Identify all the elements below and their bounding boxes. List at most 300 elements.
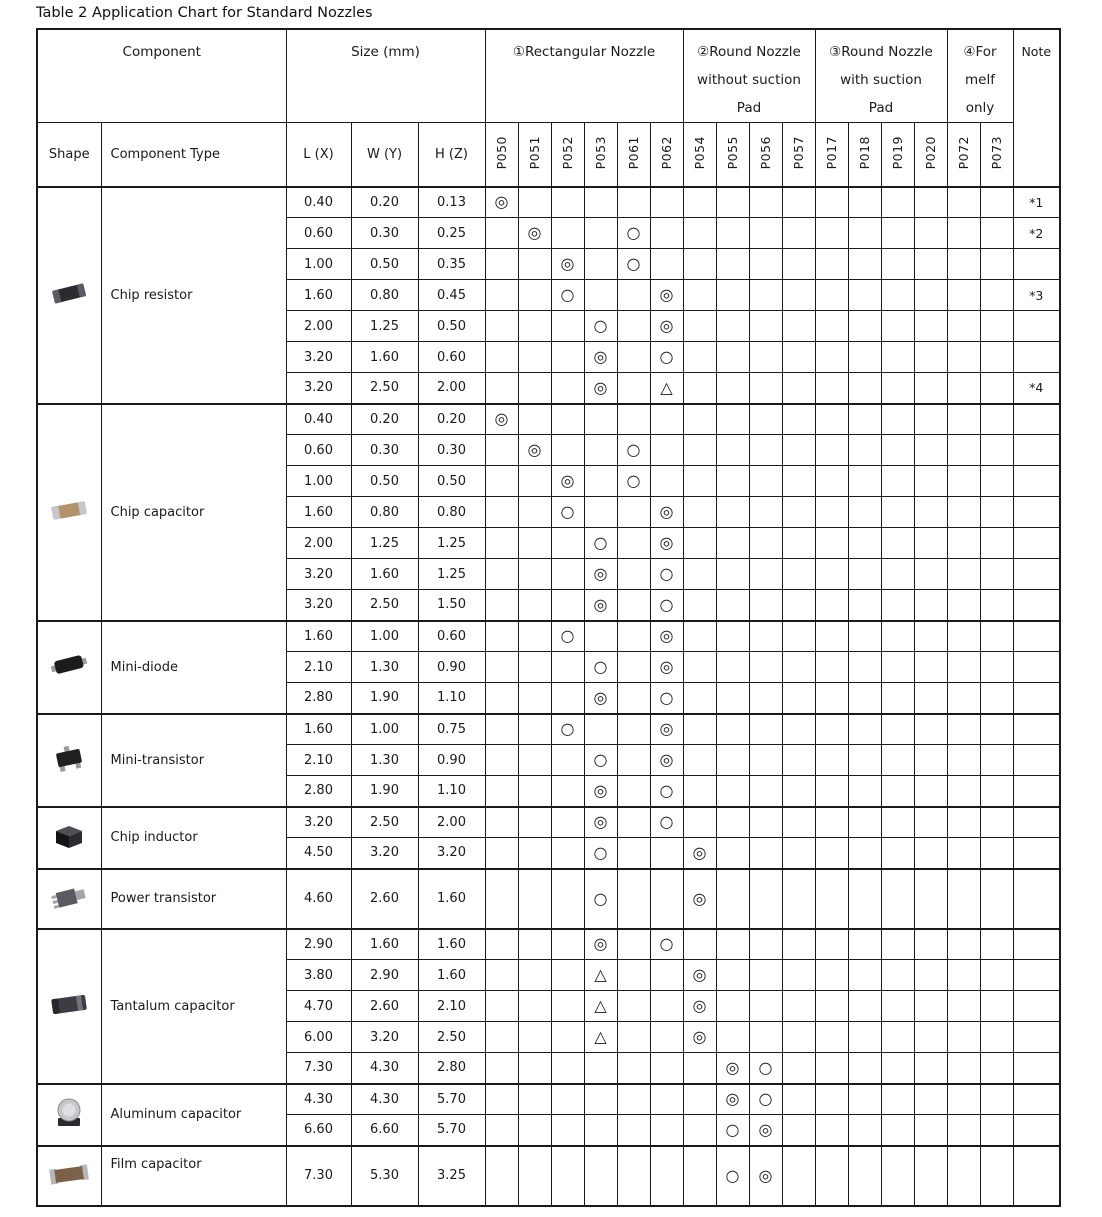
size-cell: 2.50	[351, 807, 418, 838]
mark-cell	[848, 1146, 881, 1206]
mark-cell	[848, 249, 881, 280]
mark-cell	[947, 960, 980, 991]
mark-cell	[980, 373, 1013, 404]
size-cell: 4.30	[351, 1084, 418, 1115]
mark-cell	[485, 342, 518, 373]
size-cell: 1.30	[351, 652, 418, 683]
nozzle-group-header-2	[683, 29, 815, 123]
mark-cell	[518, 1146, 551, 1206]
size-cell: 7.30	[286, 1146, 351, 1206]
mark-cell	[485, 1053, 518, 1084]
mark-cell	[749, 497, 782, 528]
mark-cell	[716, 497, 749, 528]
mark-cell	[584, 435, 617, 466]
mark-cell	[716, 404, 749, 435]
size-cell: 4.30	[286, 1084, 351, 1115]
mark-cell	[947, 776, 980, 807]
mark-cell	[881, 776, 914, 807]
mark-cell	[749, 559, 782, 590]
mark-cell: ◎	[650, 311, 683, 342]
note-cell	[1013, 342, 1060, 373]
mark-cell	[650, 1084, 683, 1115]
mark-cell	[617, 745, 650, 776]
mark-cell	[782, 404, 815, 435]
mark-cell	[650, 435, 683, 466]
size-cell: 1.10	[418, 776, 485, 807]
table-row	[37, 1146, 1060, 1206]
mark-cell	[650, 187, 683, 218]
size-cell: 2.50	[351, 373, 418, 404]
size-group-header	[286, 29, 485, 123]
mark-cell	[848, 187, 881, 218]
nozzle-column-label: P056	[757, 135, 773, 169]
mark-cell	[617, 714, 650, 745]
mark-cell	[815, 280, 848, 311]
mark-cell	[518, 960, 551, 991]
size-cell: 1.60	[286, 280, 351, 311]
mark-cell	[782, 714, 815, 745]
mark-cell: ◎	[716, 1084, 749, 1115]
mark-cell: ◎	[650, 714, 683, 745]
size-cell: 0.50	[418, 466, 485, 497]
table-row	[37, 187, 1060, 218]
mark-cell	[914, 404, 947, 435]
mark-cell	[881, 1084, 914, 1115]
mark-cell	[914, 869, 947, 929]
mark-cell	[617, 1115, 650, 1146]
note-cell	[1013, 991, 1060, 1022]
mark-cell	[881, 1146, 914, 1206]
table-row	[37, 1084, 1060, 1115]
nozzle-group-header-2-line: Pad	[736, 100, 762, 116]
shape-cell	[37, 621, 101, 714]
mark-cell	[980, 683, 1013, 714]
mark-cell: ○	[551, 280, 584, 311]
mark-cell	[551, 1115, 584, 1146]
mark-cell	[881, 683, 914, 714]
nozzle-column-label: P052	[559, 135, 575, 169]
note-cell	[1013, 960, 1060, 991]
mark-cell	[782, 776, 815, 807]
mark-cell: ○	[617, 249, 650, 280]
mark-cell	[848, 497, 881, 528]
nozzle-column-header-p019	[881, 123, 914, 187]
mark-cell	[881, 249, 914, 280]
size-cell: 1.90	[351, 683, 418, 714]
mark-cell	[914, 929, 947, 960]
table-row	[37, 807, 1060, 838]
mark-cell	[716, 435, 749, 466]
mark-cell: ○	[650, 559, 683, 590]
mark-cell	[518, 991, 551, 1022]
size-cell: 1.60	[418, 929, 485, 960]
mark-cell	[914, 807, 947, 838]
mark-cell: ○	[584, 745, 617, 776]
size-cell: 1.60	[286, 714, 351, 745]
mark-cell	[518, 373, 551, 404]
mark-cell	[716, 342, 749, 373]
size-cell: 0.40	[286, 404, 351, 435]
size-cell: 0.60	[418, 342, 485, 373]
mark-cell	[815, 745, 848, 776]
nozzle-group-header-3-line: with suction	[840, 72, 922, 88]
mark-cell	[749, 714, 782, 745]
mark-cell: △	[584, 960, 617, 991]
mark-cell	[650, 991, 683, 1022]
shape-cell	[37, 929, 101, 1084]
mark-cell	[815, 590, 848, 621]
mark-cell	[749, 621, 782, 652]
mark-cell	[914, 528, 947, 559]
mark-cell	[584, 1084, 617, 1115]
mark-cell	[815, 559, 848, 590]
mark-cell	[848, 311, 881, 342]
mark-cell	[518, 1053, 551, 1084]
component-group-header	[37, 29, 286, 123]
mark-cell	[617, 1084, 650, 1115]
mark-cell	[749, 745, 782, 776]
size-cell: 6.60	[351, 1115, 418, 1146]
mark-cell	[980, 1115, 1013, 1146]
mark-cell	[881, 590, 914, 621]
component-type-cell: Mini-transistor	[101, 714, 286, 807]
mark-cell: ○	[749, 1084, 782, 1115]
mark-cell	[848, 683, 881, 714]
nozzle-column-label: P050	[493, 135, 509, 169]
mark-cell	[617, 960, 650, 991]
mark-cell	[980, 1084, 1013, 1115]
mark-cell	[518, 342, 551, 373]
nozzle-column-header-p057	[782, 123, 815, 187]
mark-cell	[980, 404, 1013, 435]
mark-cell	[551, 652, 584, 683]
mark-cell	[551, 218, 584, 249]
mark-cell	[947, 187, 980, 218]
size-cell: 3.20	[286, 342, 351, 373]
mark-cell	[848, 869, 881, 929]
size-cell: 0.25	[418, 218, 485, 249]
mark-cell	[947, 373, 980, 404]
mark-cell	[947, 311, 980, 342]
note-cell	[1013, 1084, 1060, 1115]
mark-cell: ◎	[584, 373, 617, 404]
size-cell: 0.13	[418, 187, 485, 218]
mark-cell	[881, 1115, 914, 1146]
mark-cell	[485, 714, 518, 745]
size-cell: 0.75	[418, 714, 485, 745]
nozzle-group-header-2-line: without suction	[697, 72, 801, 88]
mark-cell	[815, 1084, 848, 1115]
mark-cell	[815, 249, 848, 280]
mark-cell	[782, 466, 815, 497]
mark-cell	[485, 652, 518, 683]
mark-cell	[518, 652, 551, 683]
mark-cell	[914, 1053, 947, 1084]
size-cell: 0.90	[418, 745, 485, 776]
mark-cell	[947, 807, 980, 838]
mark-cell	[551, 311, 584, 342]
mark-cell	[683, 776, 716, 807]
size-cell: 3.20	[351, 1022, 418, 1053]
mark-cell	[881, 960, 914, 991]
mark-cell	[782, 342, 815, 373]
mark-cell	[980, 497, 1013, 528]
mark-cell	[518, 187, 551, 218]
size-cell: 0.80	[351, 497, 418, 528]
mark-cell	[815, 1115, 848, 1146]
mark-cell	[848, 1115, 881, 1146]
mark-cell	[914, 311, 947, 342]
component-type-column-header: Component Type	[101, 123, 286, 187]
mark-cell	[848, 590, 881, 621]
mark-cell	[617, 838, 650, 869]
mark-cell	[485, 249, 518, 280]
mark-cell	[947, 621, 980, 652]
mark-cell	[815, 621, 848, 652]
mark-cell	[848, 1022, 881, 1053]
size-cell: 1.60	[351, 342, 418, 373]
mark-cell	[914, 373, 947, 404]
size-cell: 1.60	[286, 621, 351, 652]
nozzle-column-label: P051	[526, 135, 542, 169]
mark-cell	[749, 590, 782, 621]
note-cell	[1013, 1053, 1060, 1084]
nozzle-column-header-p053	[584, 123, 617, 187]
nozzle-group-header-4-line: melf	[965, 72, 995, 88]
mark-cell	[650, 1053, 683, 1084]
size-cell: 1.25	[418, 559, 485, 590]
mark-cell	[716, 869, 749, 929]
nozzle-column-label: P057	[790, 135, 806, 169]
nozzle-column-header-p051	[518, 123, 551, 187]
mark-cell	[518, 1084, 551, 1115]
mark-cell	[980, 1022, 1013, 1053]
application-chart-table	[36, 28, 1061, 1207]
mark-cell	[947, 559, 980, 590]
mark-cell	[485, 929, 518, 960]
mark-cell	[749, 929, 782, 960]
mark-cell: ◎	[584, 590, 617, 621]
mark-cell	[914, 1022, 947, 1053]
size-cell: 0.20	[351, 404, 418, 435]
mark-cell	[980, 218, 1013, 249]
note-column-header-line: Note	[1021, 44, 1052, 59]
mark-cell	[584, 466, 617, 497]
note-cell	[1013, 497, 1060, 528]
mark-cell: ◎	[584, 807, 617, 838]
mark-cell: ○	[551, 621, 584, 652]
mark-cell	[749, 652, 782, 683]
mark-cell: ◎	[551, 466, 584, 497]
mark-cell	[848, 929, 881, 960]
mark-cell: ○	[584, 528, 617, 559]
note-cell: *2	[1013, 218, 1060, 249]
mark-cell	[815, 869, 848, 929]
mark-cell: ◎	[584, 342, 617, 373]
mark-cell	[980, 280, 1013, 311]
mark-cell	[881, 869, 914, 929]
mark-cell	[782, 1022, 815, 1053]
shape-cell	[37, 714, 101, 807]
note-cell	[1013, 683, 1060, 714]
mark-cell	[914, 218, 947, 249]
note-cell	[1013, 559, 1060, 590]
mark-cell	[980, 249, 1013, 280]
nozzle-column-header-p056	[749, 123, 782, 187]
size-cell: 3.20	[286, 559, 351, 590]
mark-cell	[980, 528, 1013, 559]
mark-cell	[551, 1146, 584, 1206]
note-cell	[1013, 776, 1060, 807]
mark-cell	[518, 497, 551, 528]
mark-cell	[650, 960, 683, 991]
component-group-header-line: Component	[122, 44, 201, 60]
mark-cell	[749, 373, 782, 404]
table-row	[37, 869, 1060, 929]
mark-cell	[881, 404, 914, 435]
mark-cell: ◎	[584, 683, 617, 714]
component-type-cell: Chip resistor	[101, 187, 286, 404]
mark-cell	[881, 373, 914, 404]
mark-cell	[617, 342, 650, 373]
mark-cell	[782, 991, 815, 1022]
note-cell	[1013, 435, 1060, 466]
mark-cell	[485, 807, 518, 838]
shape-column-header: Shape	[37, 123, 101, 187]
mark-cell	[683, 497, 716, 528]
mark-cell	[914, 714, 947, 745]
mark-cell	[485, 528, 518, 559]
mark-cell: ○	[617, 218, 650, 249]
mark-cell	[518, 528, 551, 559]
mark-cell	[485, 280, 518, 311]
mark-cell	[617, 528, 650, 559]
note-cell	[1013, 838, 1060, 869]
mark-cell	[716, 991, 749, 1022]
mark-cell: ◎	[650, 745, 683, 776]
mark-cell	[980, 590, 1013, 621]
component-type-cell: Chip capacitor	[101, 404, 286, 621]
note-cell	[1013, 621, 1060, 652]
size-cell: 5.30	[351, 1146, 418, 1206]
mark-cell	[584, 714, 617, 745]
mark-cell	[980, 652, 1013, 683]
mark-cell	[518, 404, 551, 435]
nozzle-column-header-p020	[914, 123, 947, 187]
nozzle-group-header-4-line: only	[965, 100, 995, 116]
mark-cell: ○	[716, 1115, 749, 1146]
nozzle-column-header-p052	[551, 123, 584, 187]
size-cell: 5.70	[418, 1115, 485, 1146]
size-cell: 2.10	[286, 652, 351, 683]
mark-cell	[947, 497, 980, 528]
size-cell: 2.00	[286, 311, 351, 342]
size-cell: 1.60	[286, 497, 351, 528]
mark-cell: ○	[650, 776, 683, 807]
aluminum-capacitor-image	[46, 1098, 92, 1128]
mark-cell	[485, 373, 518, 404]
mark-cell	[749, 218, 782, 249]
size-cell: 2.00	[418, 373, 485, 404]
note-cell	[1013, 745, 1060, 776]
nozzle-column-label: P073	[988, 135, 1004, 169]
mark-cell	[782, 1115, 815, 1146]
mark-cell: ○	[650, 590, 683, 621]
nozzle-column-header-p054	[683, 123, 716, 187]
mark-cell	[848, 1084, 881, 1115]
mark-cell	[518, 745, 551, 776]
mark-cell	[815, 497, 848, 528]
mark-cell	[683, 373, 716, 404]
mark-cell	[914, 559, 947, 590]
mark-cell	[980, 714, 1013, 745]
size-column-header: L (X)	[286, 123, 351, 187]
table-title: Table 2 Application Chart for Standard Nozzles	[36, 5, 373, 21]
mark-cell	[617, 776, 650, 807]
mark-cell	[947, 1146, 980, 1206]
mark-cell	[914, 776, 947, 807]
nozzle-column-header-p073	[980, 123, 1013, 187]
nozzle-group-header-3-line: ③Round Nozzle	[829, 44, 933, 60]
mark-cell	[584, 249, 617, 280]
mark-cell	[815, 991, 848, 1022]
mark-cell	[716, 249, 749, 280]
size-cell: 0.50	[351, 466, 418, 497]
component-type-cell: Chip inductor	[101, 807, 286, 869]
mark-cell	[947, 745, 980, 776]
mark-cell	[716, 559, 749, 590]
size-cell: 2.80	[286, 683, 351, 714]
mark-cell: △	[584, 991, 617, 1022]
mark-cell	[650, 869, 683, 929]
mark-cell: ○	[551, 497, 584, 528]
nozzle-group-header-1-line: ①Rectangular Nozzle	[512, 44, 656, 60]
size-cell: 2.10	[418, 991, 485, 1022]
mark-cell	[650, 218, 683, 249]
size-cell: 0.20	[418, 404, 485, 435]
mark-cell	[749, 311, 782, 342]
mark-cell	[881, 559, 914, 590]
mark-cell	[815, 1053, 848, 1084]
size-cell: 0.60	[286, 218, 351, 249]
mark-cell	[914, 435, 947, 466]
mark-cell	[617, 1053, 650, 1084]
mark-cell	[881, 280, 914, 311]
nozzle-group-header-4	[947, 29, 1013, 123]
nozzle-column-header-p062	[650, 123, 683, 187]
mark-cell	[551, 745, 584, 776]
mark-cell	[716, 745, 749, 776]
mark-cell	[848, 745, 881, 776]
mark-cell: ◎	[683, 960, 716, 991]
mark-cell	[947, 652, 980, 683]
mark-cell	[947, 929, 980, 960]
mark-cell: ○	[716, 1146, 749, 1206]
mark-cell	[947, 1084, 980, 1115]
size-cell: 3.20	[351, 838, 418, 869]
mark-cell	[947, 590, 980, 621]
mark-cell: △	[650, 373, 683, 404]
mark-cell	[947, 528, 980, 559]
mark-cell	[947, 466, 980, 497]
mark-cell: ◎	[650, 528, 683, 559]
mark-cell	[914, 1146, 947, 1206]
mark-cell	[617, 404, 650, 435]
nozzle-group-header-3	[815, 29, 947, 123]
mark-cell	[980, 807, 1013, 838]
note-cell	[1013, 249, 1060, 280]
mark-cell	[584, 621, 617, 652]
